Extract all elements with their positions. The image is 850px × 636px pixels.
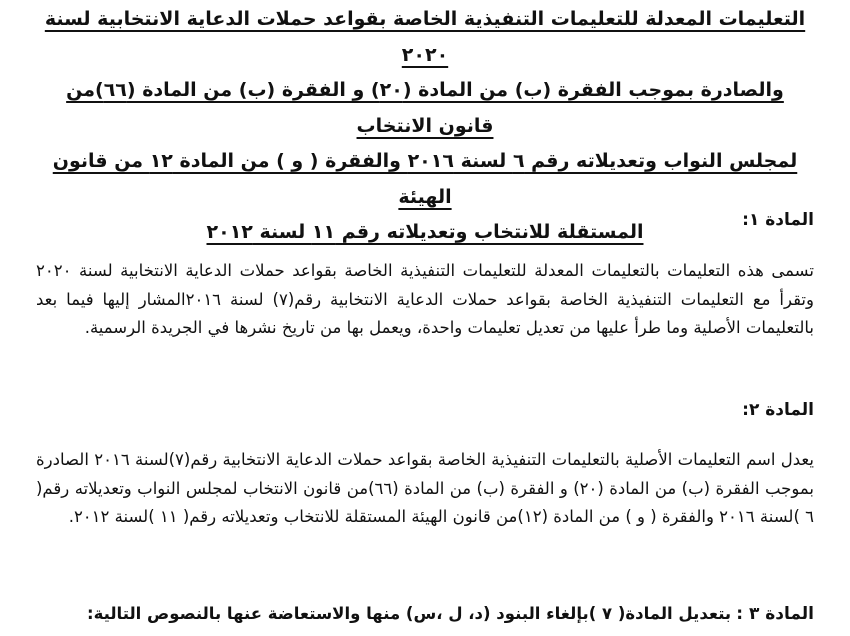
article-1-body: تسمى هذه التعليمات بالتعليمات المعدلة للتعليمات التنفيذية الخاصة بقواعد حملات الدعاية الانتخابية لسنة ٢٠٢٠ وتقرأ مع التعليمات التنفيذية الخاصة بقواعد حملات الدعاية الانتخابية رقم(٧) لسنة ٢٠١٦المشار إليها فيما بعد بالتعليمات الأصلية وما طرأ عليها من تعديل تعليمات واحدة، ويعمل بها من تاريخ نشرها في الجريدة الرسمية.	[36, 261, 814, 337]
document-title	[36, 2, 814, 251]
article-3-text: بتعديل المادة( ٧ )بإلغاء البنود (د، ل ،س) منها والاستعاضة عنها بالنصوص التالية:	[86, 604, 732, 623]
title-line-2: والصادرة بموجب الفقرة (ب) من المادة (٢٠) و الفقرة (ب) من المادة (٦٦)من قانون الانتخاب	[66, 79, 784, 137]
title-line-3: لمجلس النواب وتعديلاته رقم ٦ لسنة ٢٠١٦ والفقرة ( و ) من المادة ١٢ من قانون الهيئة	[52, 150, 798, 208]
title-line-4: المستقلة للانتخاب وتعديلاته رقم ١١ لسنة ٢٠١٢	[206, 221, 644, 243]
article-2-body: يعدل اسم التعليمات الأصلية بالتعليمات التنفيذية الخاصة بقواعد حملات الدعاية الانتخابية رقم(٧)لسنة ٢٠١٦ الصادرة بموجب الفقرة (ب) من المادة (٢٠) و الفقرة (ب) من المادة (٦٦)من قانون الانتخاب لمجلس النواب وتعديلاته رقم( ٦ )لسنة ٢٠١٦ والفقرة ( و ) من المادة (١٢)من قانون الهيئة المستقلة للانتخاب وتعديلاته رقم( ١١ )لسنة ٢٠١٢.	[36, 450, 814, 526]
article-2-heading: المادة ٢:	[742, 400, 814, 420]
article-3-heading: المادة ٣ :	[736, 604, 814, 624]
title-line-1: التعليمات المعدلة للتعليمات التنفيذية الخاصة بقواعد حملات الدعاية الانتخابية لسنة ٢٠٢٠	[44, 8, 806, 66]
article-3-line	[36, 604, 814, 624]
article-1-heading: المادة ١:	[742, 210, 814, 230]
